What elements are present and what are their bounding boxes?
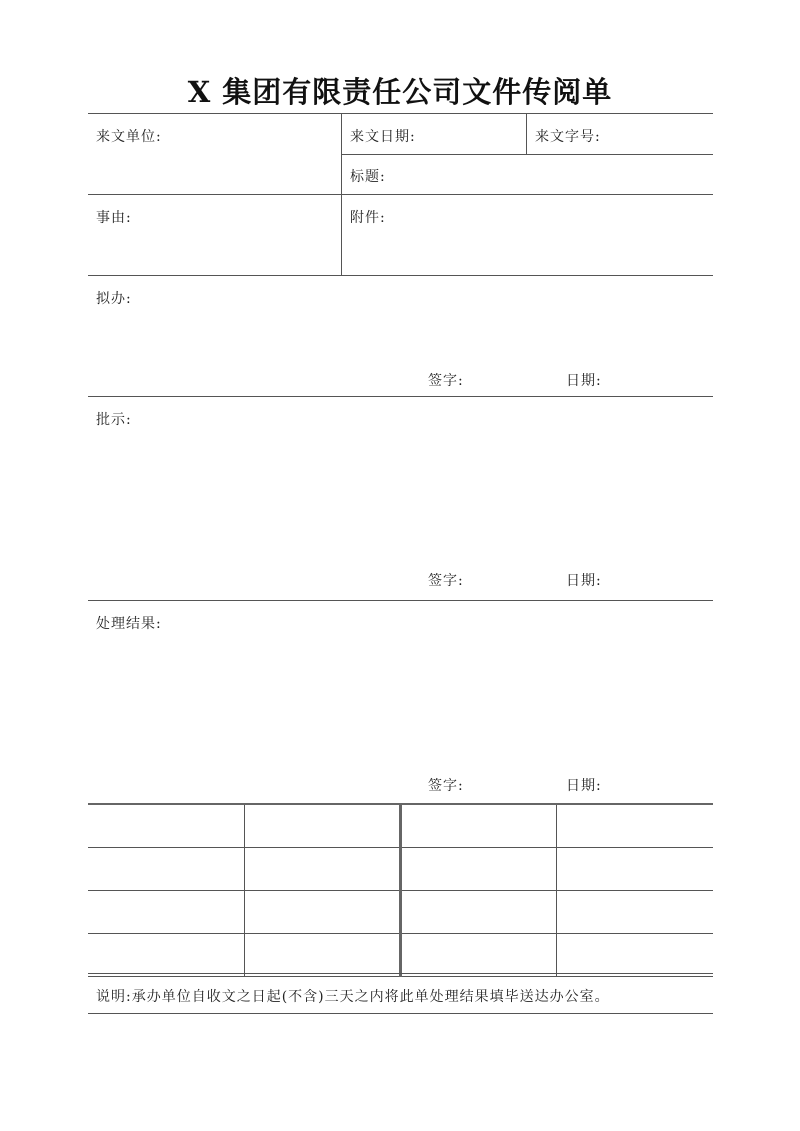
- table-row: [88, 934, 713, 977]
- doc-number-label: 来文字号:: [535, 129, 601, 145]
- grid-cell[interactable]: [244, 848, 400, 891]
- date-received-label: 来文日期:: [350, 129, 416, 145]
- grid-cell[interactable]: [244, 891, 400, 934]
- result-label: 处理结果:: [96, 616, 162, 632]
- grid-cell[interactable]: [88, 891, 244, 934]
- grid-cell[interactable]: [401, 848, 557, 891]
- form-title: X 集团有限责任公司文件传阅单: [187, 75, 613, 109]
- date-label: 日期:: [566, 373, 602, 389]
- draft-section: [88, 275, 713, 396]
- reason-label: 事由:: [96, 210, 132, 226]
- subject-divider: [341, 154, 713, 155]
- grid-cell[interactable]: [401, 934, 557, 977]
- grid-cell[interactable]: [244, 804, 400, 848]
- signature-label: 签字:: [428, 778, 464, 794]
- grid-cell[interactable]: [557, 804, 713, 848]
- column-divider: [526, 114, 527, 154]
- table-row: [88, 891, 713, 934]
- result-section: [88, 600, 713, 803]
- note-text: 说明:承办单位自收文之日起(不含)三天之内将此单处理结果填毕送达办公室。: [96, 989, 610, 1005]
- grid-cell[interactable]: [557, 934, 713, 977]
- signature-label: 签字:: [428, 573, 464, 589]
- instruction-section: [88, 396, 713, 600]
- grid-cell[interactable]: [401, 891, 557, 934]
- grid-cell[interactable]: [88, 934, 244, 977]
- draft-label: 拟办:: [96, 291, 132, 307]
- column-divider: [341, 195, 342, 276]
- attachment-label: 附件:: [350, 210, 386, 226]
- header-row: [88, 113, 713, 194]
- circulation-form: [88, 113, 713, 803]
- date-label: 日期:: [566, 778, 602, 794]
- table-row: [88, 804, 713, 848]
- table-row: [88, 848, 713, 891]
- reason-row: [88, 194, 713, 275]
- signature-label: 签字:: [428, 373, 464, 389]
- instruction-note: [88, 973, 713, 1014]
- grid-cell[interactable]: [88, 848, 244, 891]
- instruction-label: 批示:: [96, 412, 132, 428]
- grid-cell[interactable]: [401, 804, 557, 848]
- date-label: 日期:: [566, 573, 602, 589]
- source-unit-label: 来文单位:: [96, 129, 162, 145]
- grid-cell[interactable]: [557, 848, 713, 891]
- grid-cell[interactable]: [88, 804, 244, 848]
- grid-cell[interactable]: [557, 891, 713, 934]
- subject-label: 标题:: [350, 169, 386, 185]
- grid-cell[interactable]: [244, 934, 400, 977]
- blank-grid: [88, 803, 713, 977]
